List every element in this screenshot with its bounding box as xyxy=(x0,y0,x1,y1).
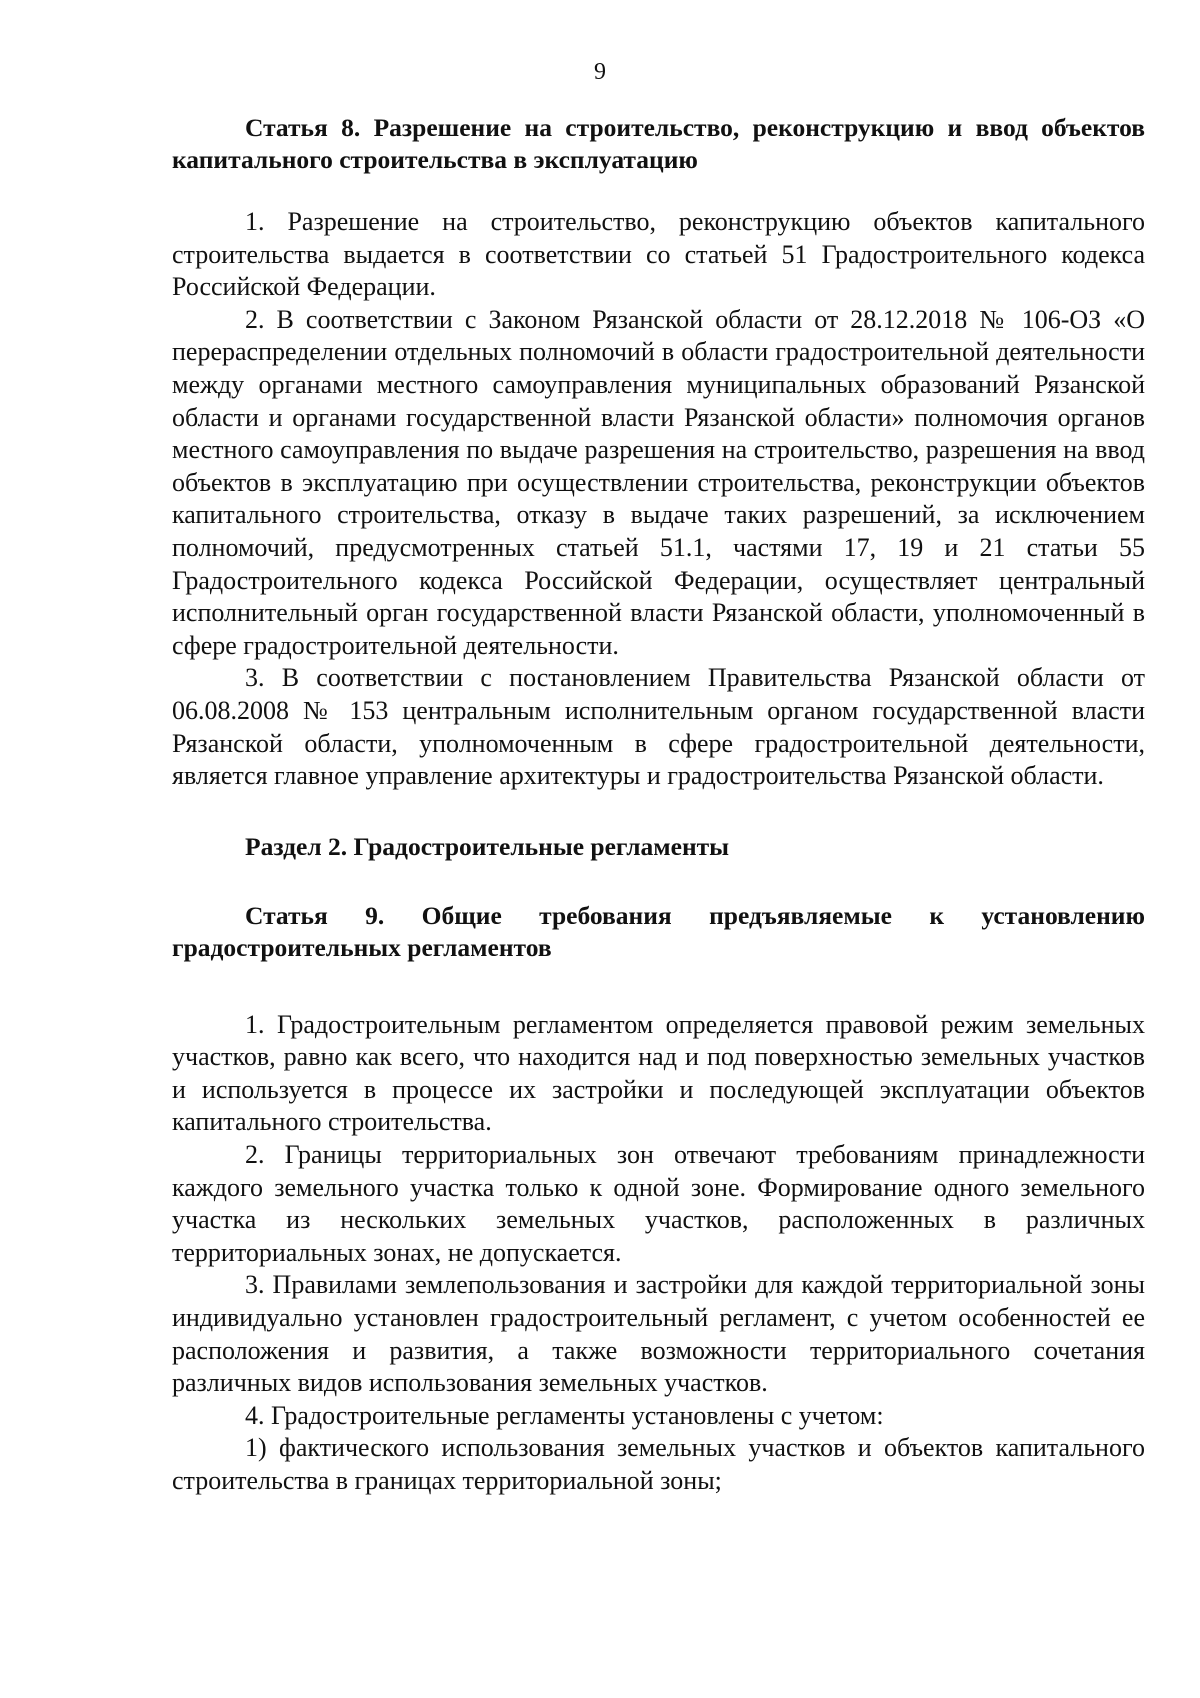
article-9-paragraph-2: 2. Границы территориальных зон отвечают требованиям принадлежности каждого земельного участка только к одной зоне. Формирование одного земельного участка из нескольких земельных участков, расположенных в различных территориальных зонах, не допускается. xyxy=(172,1140,1145,1267)
page-number: 9 xyxy=(594,59,606,85)
article-8-paragraph-3: 3. В соответствии с постановлением Правительства Рязанской области от 06.08.2008 № 153 центральным исполнительным органом государственной власти Рязанской области, уполномоченным в сфере градостроительной деятельности, является главное управление архитектуры и градостроительства Рязанской области. xyxy=(172,663,1145,791)
article-9-paragraph-4: 4. Градостроительные регламенты установлены с учетом: xyxy=(245,1400,884,1430)
article-9-paragraph-1: 1. Градостроительным регламентом определяется правовой режим земельных участков, равно как всего, что находится над и под поверхностью земельных участков и используется в процессе их застройки и последующей эксплуатации объектов капитального строительства. xyxy=(172,1009,1145,1137)
article-8-paragraph-1: 1. Разрешение на строительство, реконструкцию объектов капитального строительства выдается в соответствии со статьей 51 Градостроительного кодекса Российской Федерации. xyxy=(172,207,1145,302)
article-9-paragraph-3: 3. Правилами землепользования и застройки для каждой территориальной зоны индивидуально установлен градостроительный регламент, с учетом особенностей ее расположения и развития, а также возможности территориального сочетания различных видов использования земельных участков. xyxy=(172,1270,1145,1398)
page-content xyxy=(172,112,1145,1498)
section-2-title: Раздел 2. Градостроительные регламенты xyxy=(245,831,730,861)
article-9-title: Статья 9. Общие требования предъявляемые к установлению градостроительных регламентов xyxy=(172,900,1145,962)
article-9-list-item-1: 1) фактического использования земельных участков и объектов капитального строительства в границах территориальной зоны; xyxy=(172,1433,1145,1495)
article-8-title: Статья 8. Разрешение на строительство, реконструкцию и ввод объектов капитального строительства в эксплуатацию xyxy=(172,113,1145,174)
article-8-paragraph-2: 2. В соответствии с Законом Рязанской области от 28.12.2018 № 106-ОЗ «О перераспределении отдельных полномочий в области градостроительной деятельности между органами местного самоуправления муниципальных образований Рязанской области и органами государственной власти Рязанской области» полномочия органов местного самоуправления по выдаче разрешения на строительство, разрешения на ввод объектов в эксплуатацию при осуществлении строительства, реконструкции объектов капитального строительства, отказу в выдаче таких разрешений, за исключением полномочий, предусмотренных статьей 51.1, частями 17, 19 и 21 статьи 55 Градостроительного кодекса Российской Федерации, осуществляет центральный исполнительный орган государственной власти Рязанской области, уполномоченный в сфере градостроительной деятельности. xyxy=(172,304,1145,660)
